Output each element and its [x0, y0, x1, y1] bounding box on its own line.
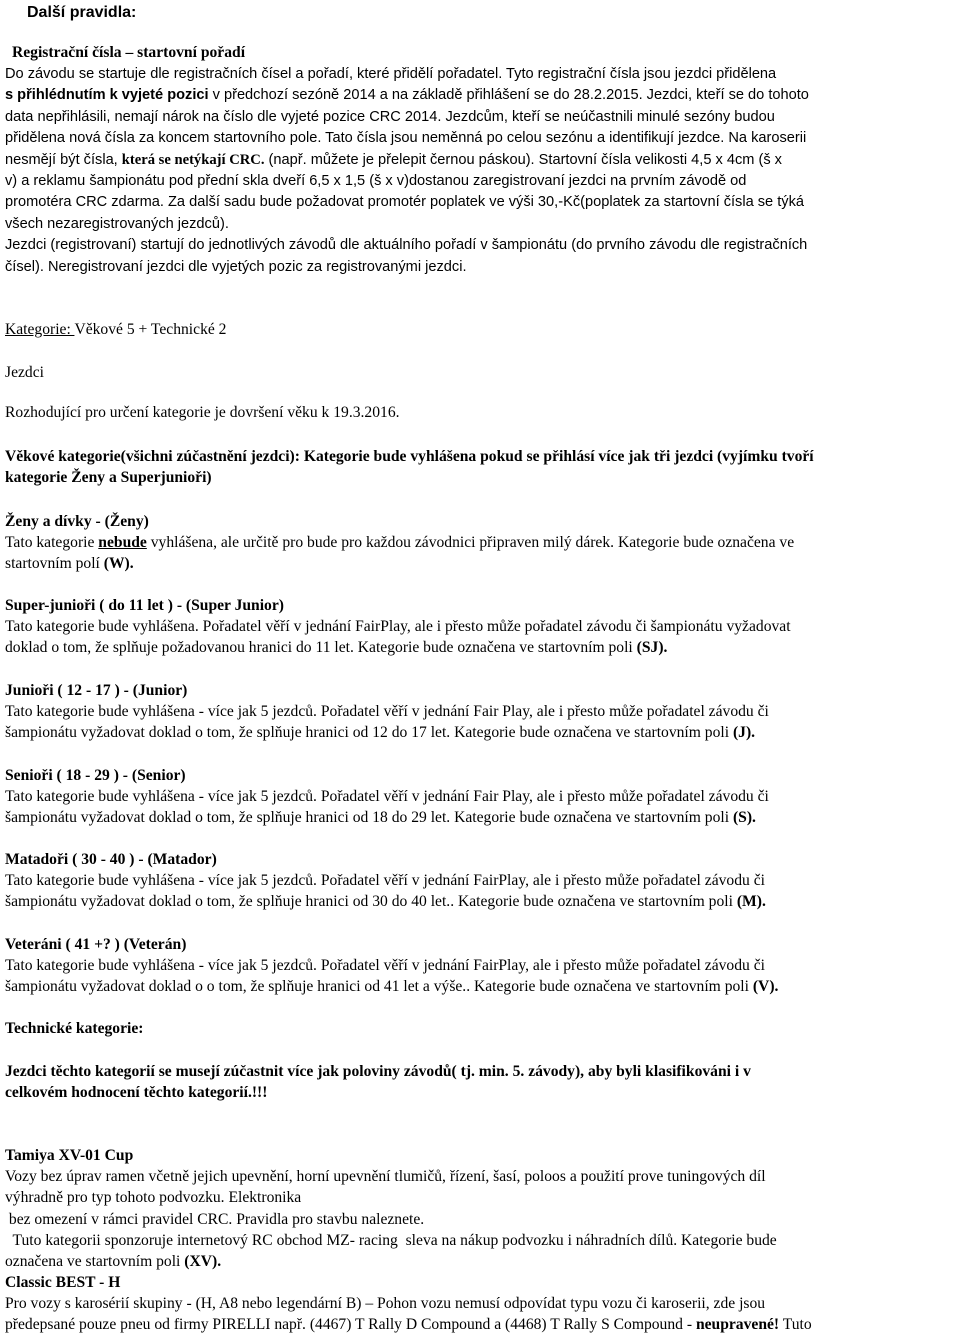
tamiya-heading: Tamiya XV-01 Cup — [5, 1147, 134, 1164]
registration-line: Jezdci (registrovaní) startují do jednotlivých závodů dle aktuálního pořadí v šampionátu (do prvního závodu dle registračních — [5, 237, 808, 254]
registration-line: nesmějí být čísla, která se netýkají CRC. (např. můžete je přelepit černou páskou). Startovní čísla velikosti 4,5 x 4cm (š x — [5, 151, 782, 168]
registration-line: čísel). Neregistrovaní jezdci dle vyjetých pozic za registrovanými jezdci. — [5, 258, 467, 275]
category-tamiya: Tamiya XV-01 Cup Vozy bez úprav ramen včetně jejich upevnění, horní upevnění tlumičů, řízení, šasí, poloos a použití prove tuningových díl výhradně pro typ tohoto podvozku. Elektronika bez omezení v rámci pravidel CRC. Pravidla pro stavbu naleznete. Tuto kategorii sponzoruje internetový RC obchod MZ- racing sleva na nákup podvozku i náhradních dílů. Kategorie bude označena ve startovním poli (XV). — [5, 1145, 957, 1272]
category-senior: Senioři ( 18 - 29 ) - (Senior) Tato kategorie bude vyhlášena - více jak 5 jezdců. Pořadatel věří v jednání Fair Play, ale i přesto může pořadatel závodu či šampionátu vyžadovat doklad o tom, že splňuje hranici od 18 do 29 let. Kategorie bude označena ve startovním poli (S). — [5, 765, 957, 829]
matador-heading: Matadoři ( 30 - 40 ) - (Matador) — [5, 851, 217, 868]
category-junior: Junioři ( 12 - 17 ) - (Junior) Tato kategorie bude vyhlášena - více jak 5 jezdců. Pořadatel věří v jednání Fair Play, ale i přesto může pořadatel závodu či šampionátu vyžadovat doklad o tom, že splňuje hranici od 12 do 17 let. Kategorie bude označena ve startovním poli (J). — [5, 680, 957, 744]
registration-section — [5, 42, 957, 63]
category-value: Věkové 5 + Technické 2 — [74, 321, 227, 338]
category-superjunior: Super-junioři ( do 11 let ) - (Super Junior) Tato kategorie bude vyhlášena. Pořadatel věří v jednání FairPlay, ale i přesto může pořadatel závodu či šampionátu vyžadovat doklad o tom, že splňuje požadovanou hranici do 11 let. Kategorie bude označena ve startovním poli (SJ). — [5, 595, 957, 659]
registration-line: Do závodu se startuje dle registračních čísel a pořadí, které přidělí pořadatel. Tyto registrační čísla jsou jezdci přidělena — [5, 66, 777, 82]
category-classic: Classic BEST - H Pro vozy s karosérií skupiny - (H, A8 nebo legendární B) – Pohon vozu nemusí odpovídat typu vozu či karoserii, zde jsou předepsané pouze pneu od firmy PIRELLI např. (4467) T Rally D Compound a (4468) T Rally S Compound - neupravené! Tuto — [5, 1272, 957, 1336]
junior-heading: Junioři ( 12 - 17 ) - (Junior) — [5, 682, 188, 699]
category-veteran: Veteráni ( 41 +? ) (Veterán) Tato kategorie bude vyhlášena - více jak 5 jezdců. Pořadatel věří v jednání FairPlay, ale i přesto může pořadatel závodu či šampionátu vyžadovat doklad o o tom, že splňuje hranici od 41 let a výše.. Kategorie bude označena ve startovním poli (V). — [5, 934, 957, 998]
registration-line: přidělena nová čísla za koncem startovního pole. Tato čísla jsou neměnná po celou sezónu a identifikují jezdce. Na karoserii — [5, 130, 807, 147]
veteran-heading: Veteráni ( 41 +? ) (Veterán) — [5, 936, 187, 953]
registration-line: všech nezaregistrovaných jezdců). — [5, 215, 229, 232]
category-label: Kategorie: — [5, 321, 75, 338]
superjunior-heading: Super-junioři ( do 11 let ) - (Super Junior) — [5, 597, 284, 614]
category-women: Ženy a dívky - (Ženy) Tato kategorie nebude vyhlášena, ale určitě pro bude pro každou závodnici připraven milý dárek. Kategorie bude označena ve startovním polí (W). — [5, 511, 957, 575]
document-title: Další pravidla: — [27, 4, 137, 21]
technical-heading: Technické kategorie: — [5, 1020, 144, 1037]
age-categories-block: Věkové kategorie(všichni zúčastnění jezdci): Kategorie bude vyhlášena pokud se přihlásí více jak tři jezdci (vyjímku tvoří kategorie Ženy a Superjunioři) — [5, 448, 814, 487]
registration-body — [5, 64, 957, 278]
riders-age-rule: Rozhodující pro určení kategorie je dovršení věku k 19.3.2016. — [5, 404, 400, 421]
category-matador: Matadoři ( 30 - 40 ) - (Matador) Tato kategorie bude vyhlášena - více jak 5 jezdců. Pořadatel věří v jednání FairPlay, ale i přesto může pořadatel závodu či šampionátu vyžadovat doklad o tom, že splňuje hranici od 30 do 40 let.. Kategorie bude označena ve startovním poli (M). — [5, 849, 957, 913]
classic-heading: Classic BEST - H — [5, 1274, 121, 1291]
technical-rule: Jezdci těchto kategorií se musejí zúčastnit více jak poloviny závodů( tj. min. 5. závody), aby byli klasifikováni i v celkovém hodnocení těchto kategorií.!!! — [5, 1063, 751, 1102]
registration-line: promotéra CRC zdarma. Za další sadu bude požadovat promotér poplatek ve výši 30,-Kč(poplatek za startovní čísla se týká — [5, 194, 804, 211]
senior-heading: Senioři ( 18 - 29 ) - (Senior) — [5, 767, 186, 784]
registration-line: data nepřihlásili, nemají nárok na číslo dle vyjeté pozice CRC 2014. Jezdcům, kteří se neúčastnili minulé sezóny budou — [5, 108, 775, 125]
registration-line: v) a reklamu šampionátu pod přední skla dveří 6,5 x 1,5 (š x v)dostanou zaregistrovaní jezdci na prvním závodě od — [5, 173, 747, 190]
riders-heading: Jezdci — [5, 364, 44, 381]
registration-heading: Registrační čísla – startovní pořadí — [12, 44, 246, 61]
registration-line: s přihlédnutím k vyjeté pozici v předchozí sezóně 2014 a na základě přihlášení se do 28.2.2015. Jezdci, kteří se do tohoto — [5, 87, 809, 104]
category-line — [5, 319, 957, 340]
women-heading: Ženy a dívky - (Ženy) — [5, 513, 149, 530]
